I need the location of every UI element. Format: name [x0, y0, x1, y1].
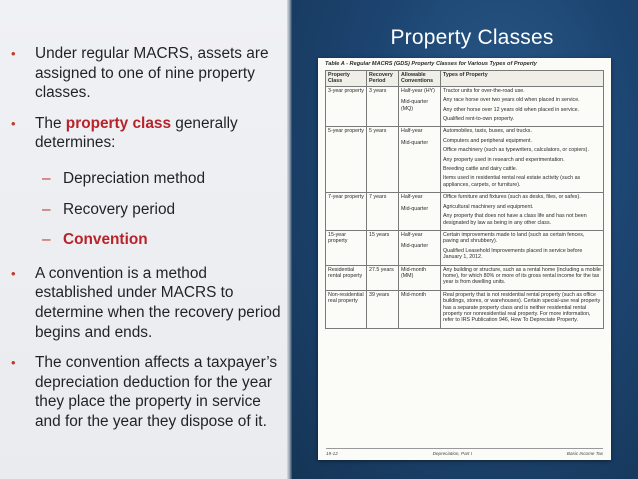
footer-chapter: Depreciation, Part I — [432, 451, 472, 456]
sub-bullet — [42, 200, 282, 220]
table-row — [326, 230, 604, 265]
table-row — [326, 127, 604, 193]
bullet-text — [35, 114, 282, 153]
cell-types-of-property — [441, 193, 604, 231]
cell-conventions — [399, 86, 441, 127]
sub-bullet-text: Recovery period — [63, 200, 176, 218]
convention-entry: Mid-quarter — [401, 243, 429, 250]
property-type-entry: Qualified Leasehold Improvements placed in service before January 1, 2012. — [443, 247, 583, 261]
bullet-item — [10, 44, 282, 103]
convention-entry: Half-year — [401, 128, 423, 135]
cell-types-of-property — [441, 265, 604, 290]
sub-bullet — [42, 230, 282, 250]
highlight-property-class: property class — [65, 114, 172, 132]
convention-entry: Half-year — [401, 231, 423, 238]
property-type-entry: Any race horse over two years old when placed in service. — [443, 97, 580, 104]
property-type-entry: Tractor units for over-the-road use. — [443, 87, 525, 94]
highlight-convention: Convention — [63, 231, 148, 249]
cell-conventions — [399, 265, 441, 290]
property-type-entry: Any property used in research and experimentation. — [443, 156, 565, 163]
cell-conventions — [399, 230, 441, 265]
bullet-text: Under regular MACRS, assets are assigned to one of nine property classes. — [35, 45, 269, 102]
property-type-entry: Qualified rent-to-own property. — [443, 116, 515, 123]
table-row — [326, 86, 604, 127]
property-class-table — [325, 70, 604, 329]
convention-entry: Mid-month (MM) — [401, 266, 427, 279]
cell-property-class: 15-year property — [326, 230, 367, 265]
property-type-entry: Breeding cattle and dairy cattle. — [443, 166, 518, 173]
table-header-row — [326, 71, 604, 87]
cell-recovery-period: 27.5 years — [367, 265, 399, 290]
table-body — [326, 86, 604, 328]
cell-types-of-property — [441, 86, 604, 127]
property-type-entry: Items used in residential rental real estate activity (such as appliances, carpets, or furniture). — [443, 175, 581, 188]
dash-icon: – — [42, 169, 51, 187]
property-type-entry: Office machinery (such as typewriters, calculators, or copiers). — [443, 147, 589, 154]
cell-recovery-period: 39 years — [367, 290, 399, 328]
table-row — [326, 193, 604, 231]
cell-conventions — [399, 193, 441, 231]
header-recovery-period: Recovery Period — [367, 71, 399, 87]
cell-types-of-property — [441, 127, 604, 193]
dash-icon: – — [42, 231, 51, 249]
cell-conventions — [399, 127, 441, 193]
convention-entry: Mid-quarter — [401, 205, 429, 212]
macrs-table-document — [318, 58, 611, 460]
bullet-item — [10, 114, 282, 153]
dash-icon: – — [42, 200, 51, 218]
property-type-entry: Any property that does not have a class life and has not been designated by law as being in any other class. — [443, 213, 587, 226]
bullet-panel — [0, 0, 287, 479]
convention-entry: Half-year (HY) — [401, 87, 435, 94]
cell-types-of-property — [441, 230, 604, 265]
sub-bullet-text: Depreciation method — [63, 169, 206, 187]
cell-property-class: Residential rental property — [326, 265, 367, 290]
sub-bullet — [42, 169, 282, 189]
property-type-entry: Any building or structure, such as a rental home (including a mobile home), for which 80% or more of its gross rental income for the tax year is from dwelling units. — [443, 266, 601, 286]
cell-recovery-period: 7 years — [367, 193, 399, 231]
property-type-entry: Certain improvements made to land (such as certain fences, paving and shrubbery). — [443, 231, 585, 245]
cell-property-class: 7-year property — [326, 193, 367, 231]
cell-property-class: 3-year property — [326, 86, 367, 127]
property-type-entry: Real property that is not residential rental property (such as office buildings, stores, or warehouses). Certain special-use real property has a separate property class and is neither residential rental property nor nonresidential real property. For more information, refer to IRS Publication 946, How To Depreciate Property. — [443, 291, 601, 324]
property-type-entry: Office furniture and fixtures (such as desks, files, or safes). — [443, 194, 581, 201]
cell-property-class: 5-year property — [326, 127, 367, 193]
header-allowable-conventions: Allowable Conventions — [399, 71, 441, 87]
convention-entry: Half-year — [401, 194, 423, 201]
footer-page: 19-12 — [326, 451, 338, 456]
cell-conventions — [399, 290, 441, 328]
header-types-of-property: Types of Property — [441, 71, 604, 87]
bullet-text: A convention is a method established under MACRS to determine when the recovery period begins and ends. — [35, 264, 281, 341]
slide-title: Property Classes — [390, 26, 554, 49]
cell-recovery-period: 15 years — [367, 230, 399, 265]
bullet-text-pre: The — [35, 114, 66, 132]
bullet-icon: • — [11, 115, 16, 131]
table-row — [326, 265, 604, 290]
cell-property-class: Non-residential real property — [326, 290, 367, 328]
bullet-icon: • — [11, 46, 16, 61]
document-footer — [326, 448, 603, 456]
table-row — [326, 290, 604, 328]
cell-recovery-period: 3 years — [367, 86, 399, 127]
bullet-text-post: generally determines: — [35, 114, 238, 152]
property-type-entry: Computers and peripheral equipment. — [443, 137, 532, 144]
property-type-entry: Automobiles, taxis, buses, and trucks. — [443, 128, 532, 135]
bullet-text: The convention affects a taxpayer’s depreciation deduction for the year they place the property in service and for the year they dispose of it. — [35, 354, 278, 430]
footer-course: Basic Income Tax — [566, 451, 603, 456]
convention-entry: Mid-quarter — [401, 139, 429, 146]
cell-types-of-property — [441, 290, 604, 328]
convention-entry: Mid-month — [401, 291, 427, 298]
header-property-class: Property Class — [326, 71, 367, 87]
table-caption: Table A - Regular MACRS (GDS) Property Classes for Various Types of Property — [325, 61, 537, 67]
bullet-item — [10, 353, 282, 431]
convention-entry: Mid-quarter (MQ) — [401, 99, 429, 112]
bullet-icon: • — [11, 355, 16, 371]
property-type-entry: Agricultural machinery and equipment. — [443, 203, 534, 210]
property-type-entry: Any other horse over 12 years old when placed in service. — [443, 106, 580, 113]
bullet-list — [10, 44, 282, 432]
bullet-item — [10, 264, 282, 342]
cell-recovery-period: 5 years — [367, 127, 399, 193]
bullet-icon: • — [11, 265, 16, 281]
